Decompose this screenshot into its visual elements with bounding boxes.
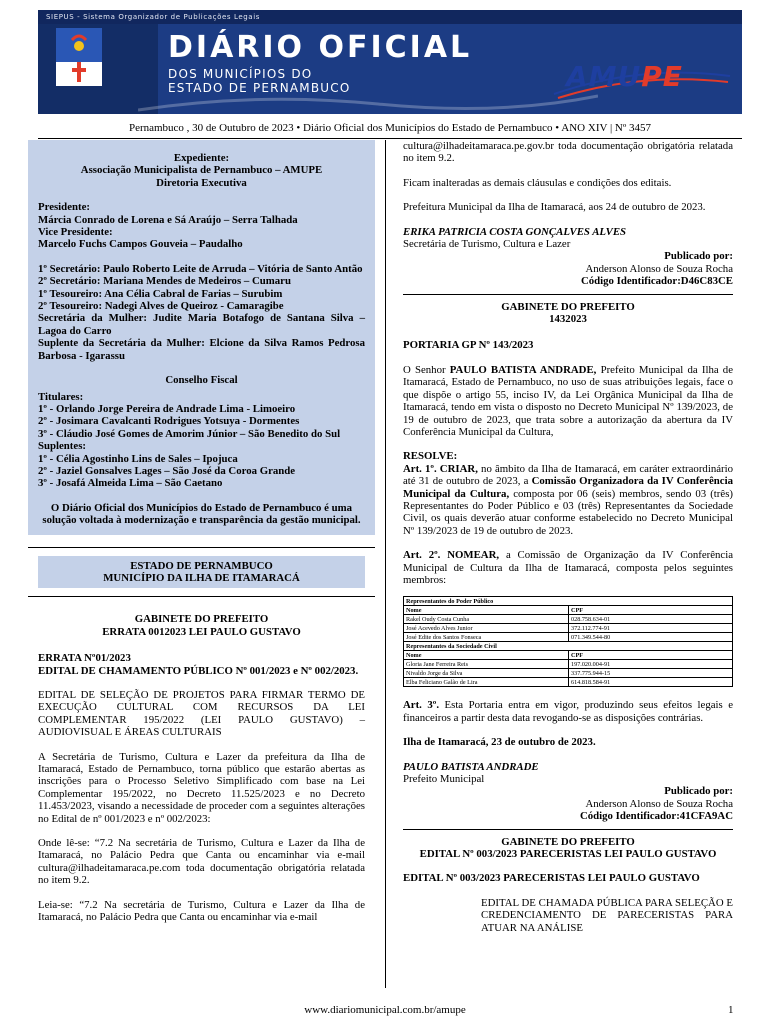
- footer-url: www.diariomunicipal.com.br/amupe: [304, 1004, 466, 1016]
- table-cell: 071.349.544-80: [569, 633, 733, 642]
- fiscal-title: Conselho Fiscal: [165, 374, 238, 387]
- paragraph: Ficam inalteradas as demais cláusulas e condições dos editais.: [403, 176, 672, 189]
- fiscal-line: 3º - Josafá Almeida Lima – São Caetano: [38, 477, 223, 490]
- signer-role: Secretária de Turismo, Cultura e Lazer: [403, 238, 571, 251]
- table-cell: Rakel Oudy Costa Cunha: [404, 615, 569, 624]
- table-header-cell: CPF: [569, 606, 733, 615]
- signer-name: ERIKA PATRICIA COSTA GONÇALVES ALVES: [403, 225, 627, 238]
- board-line: Vice Presidente:: [38, 226, 113, 239]
- expediente-org: Associação Municipalista de Pernambuco – AMUPE: [80, 164, 323, 177]
- issue-header-line: Pernambuco , 30 de Outubro de 2023 • Diário Oficial dos Municípios do Estado de Pernambuco • ANO XIV | Nº 3457: [38, 120, 742, 139]
- errata-edital: EDITAL DE CHAMAMENTO PÚBLICO Nº 001/2023 e Nº 002/2023.: [38, 664, 359, 677]
- table-row: [404, 678, 733, 687]
- edital-heading: EDITAL Nº 003/2023 PARECERISTAS LEI PAULO GUSTAVO: [403, 872, 700, 885]
- portaria-paragraph: [403, 364, 733, 438]
- gabinete-number: 1432023: [549, 313, 587, 326]
- identifier-code: Código Identificador:D46C83CE: [580, 275, 733, 288]
- publisher-name: Anderson Alonso de Souza Rocha: [585, 797, 733, 810]
- text-run: Art. 2º. NOMEAR,: [403, 549, 500, 562]
- fiscal-line: 2º - Jaziel Gonsalves Lages – São José da Coroa Grande: [38, 464, 296, 477]
- amupe-logo-text-b: PE: [641, 60, 683, 93]
- amupe-logo-text: [566, 60, 683, 93]
- place-date: Ilha de Itamaracá, 23 de outubro de 2023.: [403, 736, 596, 749]
- fiscal-line: 1º - Orlando Jorge Pereira de Andrade Lima - Limoeiro: [38, 402, 296, 415]
- paragraph: cultura@ilhadeitamaraca.pe.gov.br toda documentação obrigatória relatada no item 9.2.: [403, 140, 733, 165]
- article-3: [403, 699, 733, 724]
- board-line: Marcelo Fuchs Campos Gouveia – Paudalho: [38, 238, 243, 251]
- table-header-cell: CPF: [569, 651, 733, 660]
- secretary-line: 1º Secretário: Paulo Roberto Leite de Arruda – Vitória de Santo Antão: [38, 262, 363, 275]
- secretary-line: Suplente da Secretária da Mulher: Elcione da Silva Ramos Pedrosa Barbosa - Igarassu: [38, 337, 365, 362]
- edital-title: EDITAL DE SELEÇÃO DE PROJETOS PARA FIRMAR TERMO DE EXECUÇÃO CULTURAL COM RECURSOS DA LEI COMPLEMENTAR 195/2022 (LEI PAULO GUSTAVO) – AUDIOVISUAL E ÁREAS CULTURAIS: [38, 689, 365, 739]
- table-cell: José Acevedo Alves Junior: [404, 624, 569, 633]
- text-run: Art. 1º. CRIAR,: [403, 462, 478, 475]
- table-row: [404, 597, 733, 606]
- column-divider: [385, 140, 386, 988]
- text-run: Prefeito Municipal da Ilha de Itamaracá, Estado de Pernambuco, no uso de suas atribuições legais, face o que dispõe o artigo 55, inciso IV, da Lei Orgânica Municipal da Ilha de Itamaracá, tendo em vista o disposto no Decreto Municipal Nº 139/2023, de 19 de outubro de 2023, que trata sobre a autorização da abertura da IV Conferência Municipal da Cultura,: [403, 363, 734, 438]
- table-group-header: Representantes do Poder Público: [404, 597, 733, 606]
- text-run: PAULO BATISTA ANDRADE,: [449, 363, 597, 376]
- text-run: no âmbito da Ilha de Itamaracá, em caráter extraordinário até 31 de outubro de 2023, a: [403, 462, 733, 488]
- paragraph: Leia-se: “7.2 Na secretária de Turismo, Cultura e Lazer da Ilha de Itamaracá, no Palácio Pedra que Canta ou encaminhar via e-mail: [38, 898, 365, 924]
- section-state: ESTADO DE PERNAMBUCO: [130, 559, 273, 572]
- secretary-line: 1º Tesoureiro: Ana Célia Cabral de Farias – Surubim: [38, 287, 283, 300]
- article-1: [403, 463, 733, 537]
- gabinete-title: GABINETE DO PREFEITO: [501, 300, 635, 313]
- amupe-logo: [552, 56, 732, 100]
- expediente-box: [28, 140, 375, 535]
- board-line: Presidente:: [38, 201, 90, 214]
- text-run: O Senhor: [403, 363, 446, 376]
- portaria-title: PORTARIA GP Nº 143/2023: [403, 339, 534, 352]
- paragraph: A Secretária de Turismo, Cultura e Lazer da prefeitura da Ilha de Itamaracá, Estado de Pernambuco, torna público que estarão abertas as inscrições para o Processo Seletivo Simplificado com base na Lei Complementar 195/2022, no Decreto 11.525/2023 e no Decreto 11.453/2023, visando a necessidade de proceder com a seguintes alterações no Edital de nº 001/2023 e nº 002/2023:: [38, 750, 365, 825]
- secretary-line: Secretária da Mulher: Judite Maria Botafogo de Santana Silva – Lagoa do Carro: [38, 312, 365, 337]
- expediente-dir: Diretoria Executiva: [156, 176, 247, 189]
- table-cell: Nivaldo Jorge da Silva: [404, 669, 569, 678]
- table-cell: Gloria Jane Ferreira Reis: [404, 660, 569, 669]
- table-row: [404, 633, 733, 642]
- table-row: [404, 660, 733, 669]
- fiscal-line: Titulares:: [38, 390, 84, 403]
- masthead-strip: SIEPUS - Sistema Organizador de Publicações Legais: [38, 10, 742, 24]
- divider: [28, 596, 375, 597]
- table-cell: Elba Feliciano Galão de Lira: [404, 678, 569, 687]
- table-cell: 028.758.634-01: [569, 615, 733, 624]
- text-run: a Comissão de Organização da IV Conferência Municipal de Cultura da Ilha de Itamaracá, composta pelos seguintes membros:: [403, 549, 733, 586]
- paragraph: Prefeitura Municipal da Ilha de Itamaracá, aos 24 de outubro de 2023.: [403, 201, 706, 214]
- masthead-title: DIÁRIO OFICIAL: [168, 30, 473, 65]
- text-run: Esta Portaria entra em vigor, produzindo seus efeitos legais e financeiros a partir desta data revogando-se as disposições contrárias.: [403, 699, 733, 724]
- signer-role: Prefeito Municipal: [403, 773, 485, 785]
- text-run: composta por 06 (seis) membros, sendo 03 (três) Representantes do Poder Público e 03 (três) Representantes da Sociedade Civil, os quais deverão atuar conforme estabelecido no Decreto Municipal Nº 139/2023 de 19 de outubro de 2023.: [403, 487, 733, 537]
- publisher-name: Anderson Alonso de Souza Rocha: [585, 262, 733, 275]
- resolve-label: RESOLVE:: [403, 450, 458, 463]
- divider: [403, 294, 733, 295]
- amupe-logo-text-a: AMU: [566, 60, 642, 93]
- page-number: 1: [728, 1004, 734, 1016]
- table-row: [404, 642, 733, 651]
- section-municipality: MUNICÍPIO DA ILHA DE ITAMARACÁ: [103, 571, 300, 584]
- table-header-cell: Nome: [404, 651, 569, 660]
- fiscal-line: Suplentes:: [38, 440, 86, 453]
- gabinete-title: GABINETE DO PREFEITO: [134, 613, 269, 626]
- secretary-line: 2º Tesoureiro: Nadegi Alves de Queiroz - Camaragibe: [38, 300, 284, 313]
- commission-table: [403, 596, 733, 687]
- board-line: Márcia Conrado de Lorena e Sá Araújo – Serra Talhada: [38, 213, 298, 226]
- table-cell: 337.775.944-15: [569, 669, 733, 678]
- gabinete-subtitle: EDITAL Nº 003/2023 PARECERISTAS LEI PAULO GUSTAVO: [419, 848, 717, 861]
- table-cell: 372.112.774-91: [569, 624, 733, 633]
- table-row: [404, 624, 733, 633]
- table-row: [404, 651, 733, 660]
- mission-statement: O Diário Oficial dos Municípios do Estado de Pernambuco é uma solução voltada à modernização e transparência da gestão municipal.: [42, 501, 361, 527]
- text-run: Comissão Organizadora da IV Conferência Municipal da Cultura,: [403, 475, 733, 500]
- paragraph: Onde lê-se: “7.2 Na secretária de Turismo, Cultura e Lazer da Ilha de Itamaracá, no Palácio Pedra que Canta ou encaminhar via e-mail cultura@ilhadeitamaraca.pe.com toda documentação obrigatória relatada no item 9.2.: [38, 837, 365, 887]
- fiscal-line: 3º - Cláudio José Gomes de Amorim Júnior – São Benedito do Sul: [38, 427, 341, 440]
- divider: [403, 829, 733, 830]
- published-by-label: Publicado por:: [664, 250, 733, 263]
- table-header-cell: Nome: [404, 606, 569, 615]
- table-cell: 197.020.004-91: [569, 660, 733, 669]
- table-row: [404, 669, 733, 678]
- section-heading: [38, 556, 365, 589]
- masthead-subtitle-2: ESTADO DE PERNAMBUCO: [168, 81, 351, 95]
- table-cell: José Edite dos Santos Fonseca: [404, 633, 569, 642]
- table-group-header: Representantes da Sociedade Civil: [404, 642, 733, 651]
- table-row: [404, 615, 733, 624]
- signer-name: PAULO BATISTA ANDRADE: [403, 760, 539, 773]
- expediente-title: Expediente:: [173, 152, 230, 164]
- fiscal-line: 1º - Célia Agostinho Lins de Sales – Ipojuca: [38, 452, 238, 465]
- published-by-label: Publicado por:: [664, 785, 733, 798]
- errata-number: ERRATA Nº01/2023: [38, 652, 131, 665]
- chamada-title: EDITAL DE CHAMADA PÚBLICA PARA SELEÇÃO E CREDENCIAMENTO DE PARECERISTAS PARA ATUAR NA ANÁLISE: [481, 896, 733, 934]
- right-column: [403, 140, 733, 934]
- text-run: Art. 3º.: [403, 699, 440, 712]
- article-2: [403, 549, 733, 586]
- table-cell: 614.818.584-91: [569, 678, 733, 687]
- secretary-line: 2º Secretário: Mariana Mendes de Medeiros – Cumaru: [38, 275, 291, 288]
- divider: [28, 547, 375, 548]
- identifier-code: Código Identificador:41CFA9AC: [579, 810, 733, 823]
- table-row: [404, 606, 733, 615]
- pernambuco-flag-icon: [56, 28, 102, 86]
- errata-heading: ERRATA 0012023 LEI PAULO GUSTAVO: [102, 625, 301, 638]
- gabinete-title: GABINETE DO PREFEITO: [501, 835, 635, 848]
- left-column: [28, 140, 375, 924]
- masthead-subtitle-1: DOS MUNICÍPIOS DO: [168, 67, 313, 81]
- fiscal-line: 2º - Josimara Cavalcanti Rodrigues Yotsuya - Dormentes: [38, 415, 300, 428]
